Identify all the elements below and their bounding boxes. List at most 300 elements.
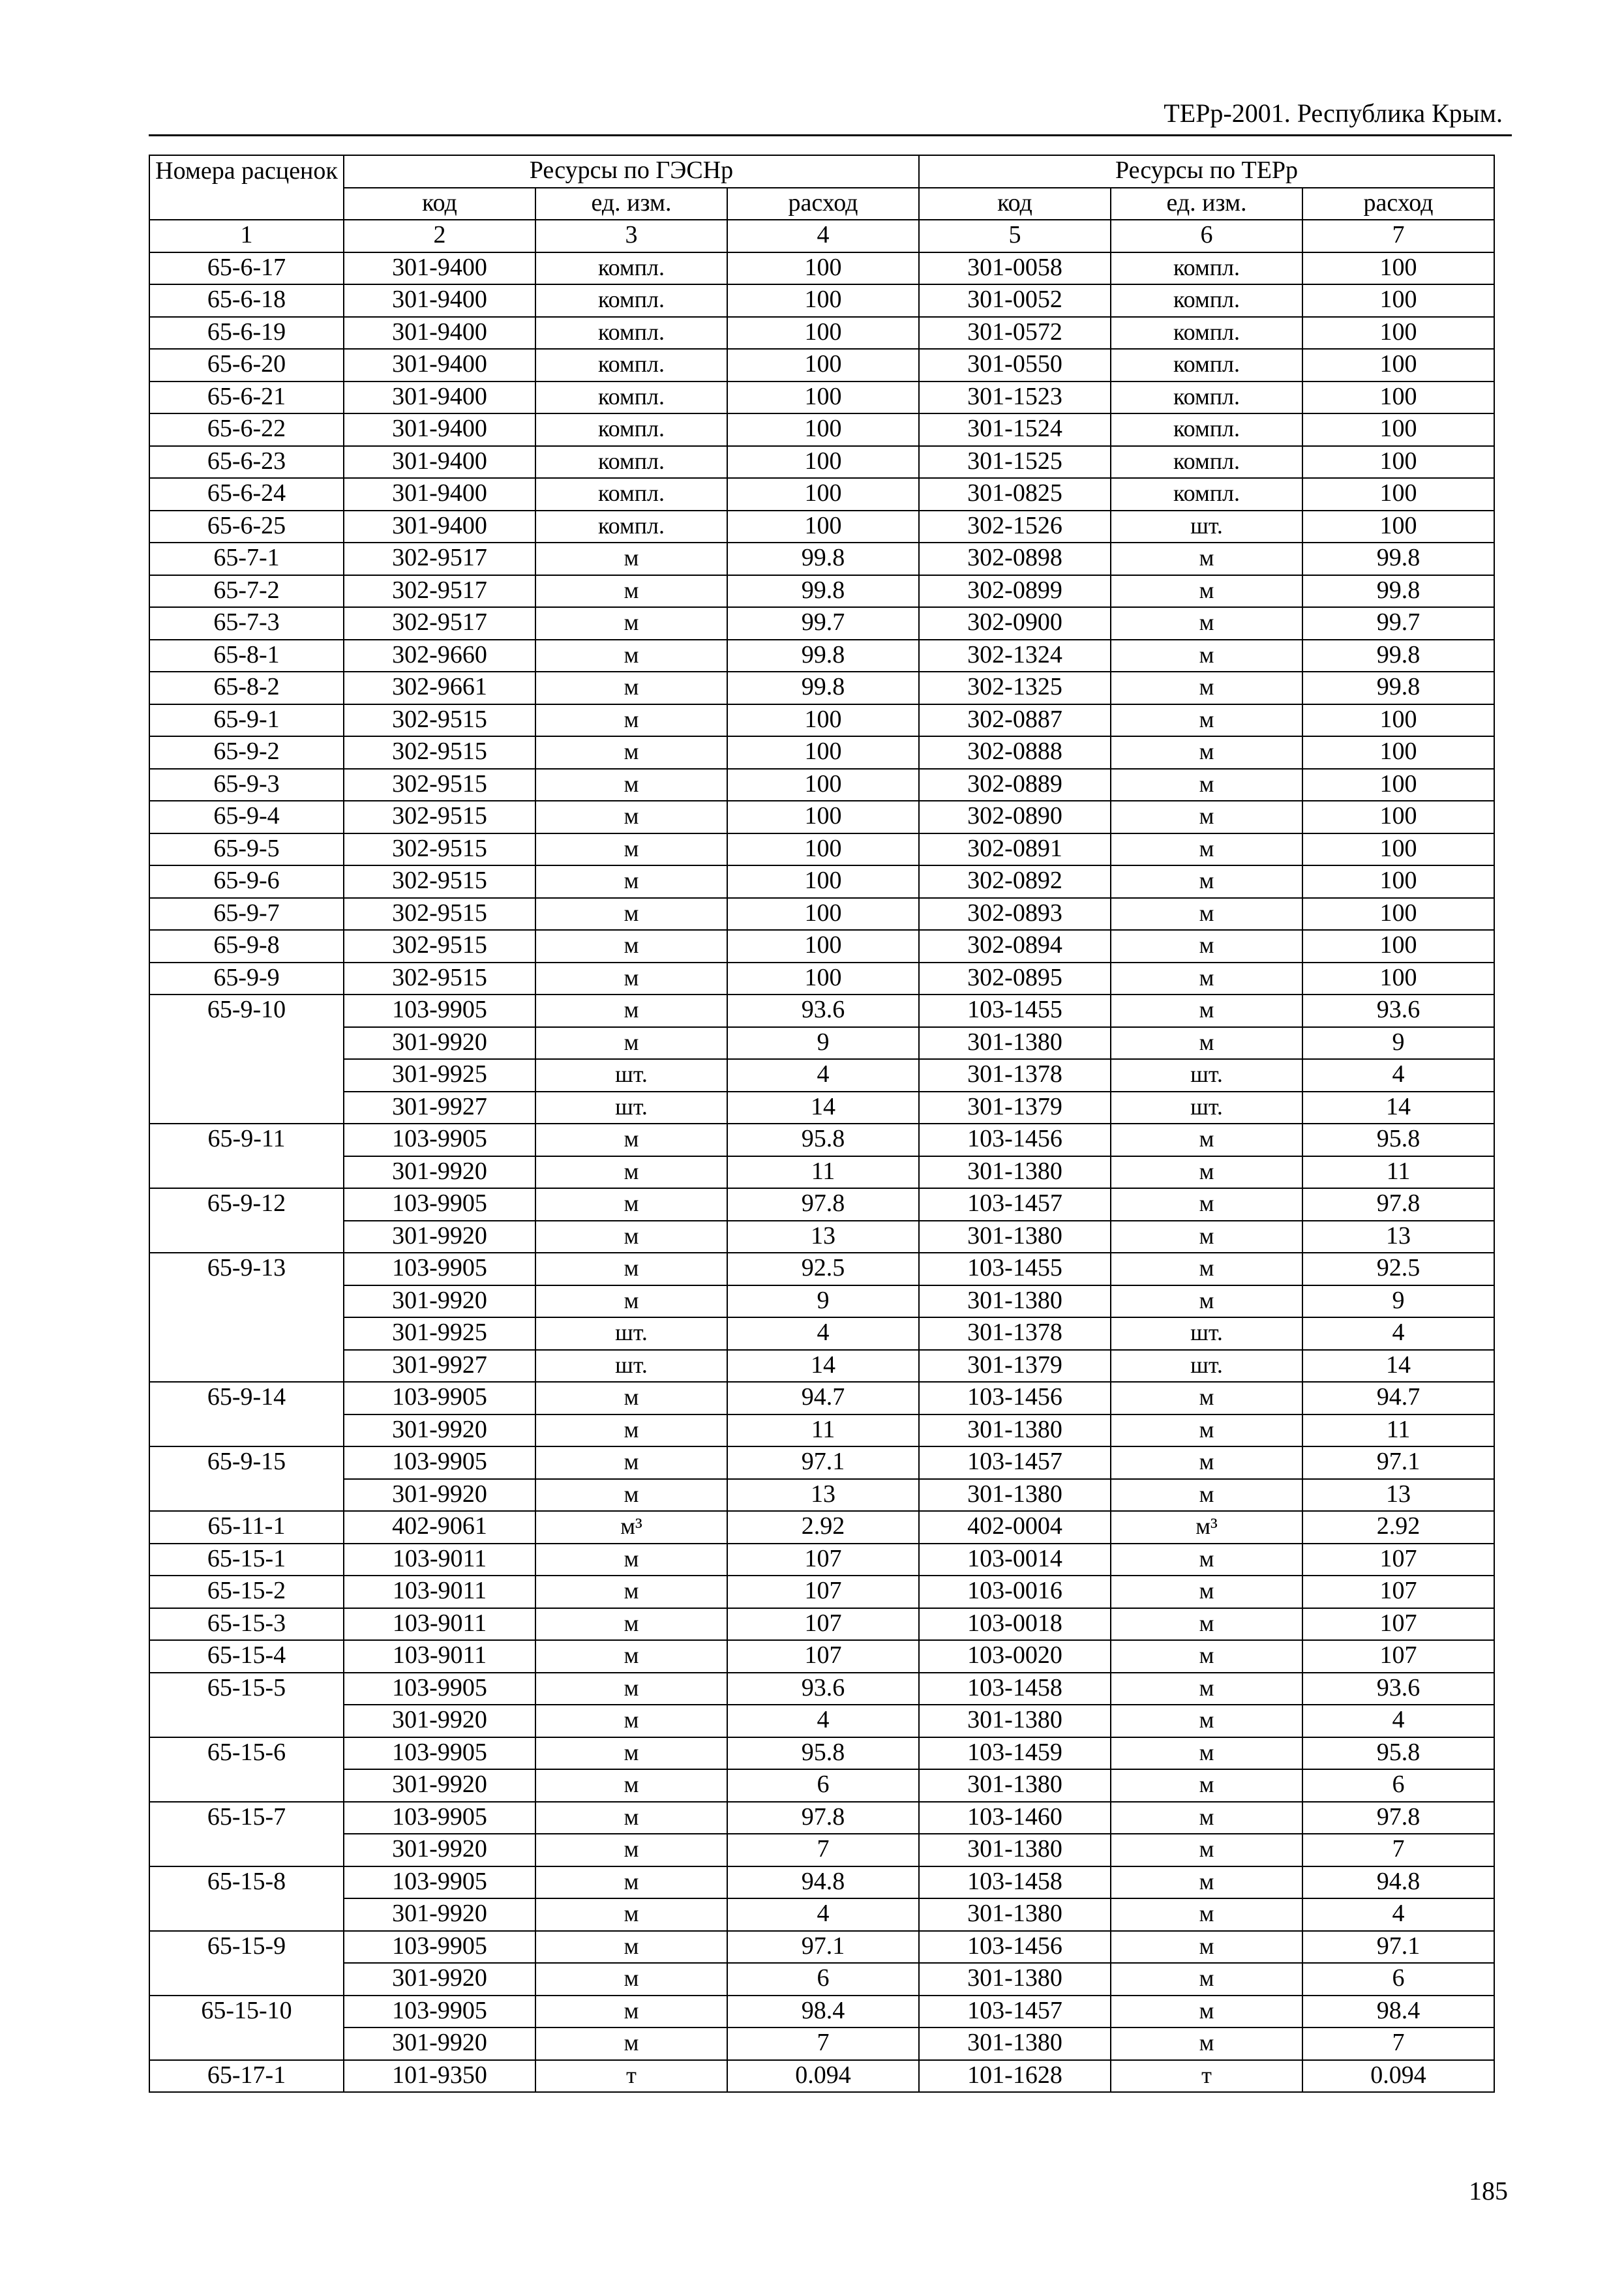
table-row	[149, 1511, 1494, 1544]
table-row	[149, 413, 1494, 446]
cell-ter-unit: компл.	[1111, 317, 1302, 350]
cell-gesn-qty: 100	[727, 736, 919, 769]
header-row-groups	[149, 155, 1494, 188]
cell-gesn-code: 302-9660	[344, 640, 535, 672]
cell-ter-code: 103-1459	[919, 1737, 1111, 1770]
table-row	[149, 898, 1494, 931]
column-number: 3	[535, 220, 727, 252]
cell-ter-code: 103-1458	[919, 1866, 1111, 1899]
cell-ter-qty: 0.094	[1302, 2060, 1494, 2093]
cell-gesn-qty: 0.094	[727, 2060, 919, 2093]
cell-ter-unit: м	[1111, 769, 1302, 801]
cell-ter-unit: м	[1111, 1673, 1302, 1705]
cell-gesn-code: 302-9517	[344, 575, 535, 608]
cell-ter-unit: м	[1111, 1382, 1302, 1414]
cell-gesn-unit: м	[535, 543, 727, 575]
cell-ter-code: 103-0020	[919, 1640, 1111, 1673]
cell-gesn-code: 103-9905	[344, 1866, 535, 1899]
cell-gesn-code: 301-9400	[344, 511, 535, 543]
cell-gesn-qty: 2.92	[727, 1511, 919, 1544]
cell-gesn-code: 103-9905	[344, 1124, 535, 1156]
cell-ter-qty: 13	[1302, 1479, 1494, 1512]
table-row	[149, 1188, 1494, 1221]
cell-gesn-qty: 92.5	[727, 1253, 919, 1285]
cell-ter-qty: 99.7	[1302, 607, 1494, 640]
cell-ter-qty: 4	[1302, 1705, 1494, 1737]
cell-ter-unit: т	[1111, 2060, 1302, 2093]
cell-gesn-code: 101-9350	[344, 2060, 535, 2093]
cell-ter-code: 301-1380	[919, 1769, 1111, 1802]
cell-rate-number: 65-6-19	[149, 317, 344, 350]
cell-gesn-qty: 100	[727, 478, 919, 511]
table-row	[149, 1769, 1494, 1802]
cell-gesn-code: 302-9515	[344, 963, 535, 995]
table-row	[149, 1156, 1494, 1189]
cell-ter-code: 301-1380	[919, 1705, 1111, 1737]
cell-ter-qty: 100	[1302, 413, 1494, 446]
cell-ter-qty: 14	[1302, 1092, 1494, 1124]
cell-ter-qty: 93.6	[1302, 1673, 1494, 1705]
cell-gesn-unit: м	[535, 1576, 727, 1608]
cell-gesn-qty: 99.8	[727, 672, 919, 704]
cell-gesn-code: 301-9920	[344, 1963, 535, 1996]
cell-gesn-qty: 99.8	[727, 575, 919, 608]
cell-rate-number: 65-9-7	[149, 898, 344, 931]
cell-ter-qty: 14	[1302, 1350, 1494, 1383]
cell-ter-code: 301-0052	[919, 284, 1111, 317]
cell-gesn-code: 301-9920	[344, 1834, 535, 1866]
cell-rate-number: 65-6-25	[149, 511, 344, 543]
cell-gesn-code: 301-9920	[344, 1156, 535, 1189]
cell-ter-code: 301-1380	[919, 1221, 1111, 1253]
cell-ter-code: 301-1380	[919, 1285, 1111, 1318]
cell-ter-unit: компл.	[1111, 349, 1302, 382]
cell-gesn-unit: м	[535, 963, 727, 995]
cell-gesn-qty: 95.8	[727, 1737, 919, 1770]
cell-ter-code: 402-0004	[919, 1511, 1111, 1544]
table-row	[149, 769, 1494, 801]
cell-ter-unit: м	[1111, 963, 1302, 995]
cell-ter-qty: 13	[1302, 1221, 1494, 1253]
cell-ter-unit: м	[1111, 736, 1302, 769]
cell-ter-unit: м	[1111, 995, 1302, 1027]
cell-ter-code: 103-1457	[919, 1446, 1111, 1479]
cell-gesn-code: 301-9920	[344, 1285, 535, 1318]
cell-rate-number: 65-15-4	[149, 1640, 344, 1673]
cell-gesn-unit: м	[535, 769, 727, 801]
table-row	[149, 1317, 1494, 1350]
table-row	[149, 1414, 1494, 1447]
cell-gesn-qty: 100	[727, 349, 919, 382]
cell-rate-number: 65-9-3	[149, 769, 344, 801]
cell-ter-code: 301-1378	[919, 1317, 1111, 1350]
cell-gesn-unit: м	[535, 1802, 727, 1834]
cell-ter-code: 302-0888	[919, 736, 1111, 769]
table-row	[149, 1866, 1494, 1899]
column-number: 2	[344, 220, 535, 252]
cell-ter-unit: м	[1111, 1221, 1302, 1253]
cell-rate-number: 65-9-9	[149, 963, 344, 995]
cell-ter-code: 302-1325	[919, 672, 1111, 704]
cell-ter-code: 302-0898	[919, 543, 1111, 575]
cell-rate-number: 65-7-2	[149, 575, 344, 608]
cell-gesn-code: 103-9905	[344, 995, 535, 1027]
cell-rate-number: 65-6-18	[149, 284, 344, 317]
cell-ter-unit: шт.	[1111, 1350, 1302, 1383]
cell-ter-qty: 97.1	[1302, 1931, 1494, 1964]
cell-ter-qty: 100	[1302, 736, 1494, 769]
cell-gesn-code: 301-9927	[344, 1092, 535, 1124]
cell-rate-number: 65-11-1	[149, 1511, 344, 1544]
table-row	[149, 1253, 1494, 1285]
cell-gesn-unit: компл.	[535, 413, 727, 446]
cell-ter-code: 302-0891	[919, 833, 1111, 866]
cell-ter-unit: м	[1111, 1963, 1302, 1996]
cell-gesn-unit: компл.	[535, 317, 727, 350]
cell-gesn-code: 103-9905	[344, 1188, 535, 1221]
cell-ter-unit: компл.	[1111, 478, 1302, 511]
header-row-subcolumns	[149, 188, 1494, 220]
cell-ter-qty: 97.8	[1302, 1802, 1494, 1834]
cell-gesn-code: 103-9905	[344, 1446, 535, 1479]
table-row	[149, 511, 1494, 543]
cell-ter-qty: 100	[1302, 930, 1494, 963]
column-header-gesn-qty: расход	[727, 188, 919, 220]
cell-gesn-unit: м	[535, 865, 727, 898]
table-row	[149, 252, 1494, 285]
cell-ter-code: 103-1455	[919, 995, 1111, 1027]
cell-gesn-qty: 107	[727, 1544, 919, 1576]
cell-rate-number: 65-15-7	[149, 1802, 344, 1866]
table-row	[149, 640, 1494, 672]
cell-rate-number: 65-15-10	[149, 1996, 344, 2060]
header-title: ТЕРр-2001. Республика Крым.	[1164, 98, 1503, 128]
cell-ter-code: 302-0887	[919, 704, 1111, 737]
cell-ter-code: 301-1378	[919, 1059, 1111, 1092]
cell-ter-unit: шт.	[1111, 1059, 1302, 1092]
cell-rate-number: 65-9-4	[149, 801, 344, 833]
cell-rate-number: 65-9-6	[149, 865, 344, 898]
cell-ter-qty: 97.8	[1302, 1188, 1494, 1221]
column-header-ter-qty: расход	[1302, 188, 1494, 220]
cell-gesn-code: 302-9517	[344, 543, 535, 575]
cell-gesn-unit: м	[535, 1027, 727, 1060]
table-row	[149, 543, 1494, 575]
cell-gesn-qty: 100	[727, 317, 919, 350]
cell-ter-code: 301-1379	[919, 1350, 1111, 1383]
cell-rate-number: 65-15-3	[149, 1608, 344, 1641]
table-row	[149, 1446, 1494, 1479]
cell-rate-number: 65-9-2	[149, 736, 344, 769]
column-header-ter-unit: ед. изм.	[1111, 188, 1302, 220]
cell-ter-qty: 99.8	[1302, 672, 1494, 704]
cell-ter-qty: 100	[1302, 704, 1494, 737]
table-row	[149, 930, 1494, 963]
cell-ter-qty: 107	[1302, 1640, 1494, 1673]
cell-rate-number: 65-15-9	[149, 1931, 344, 1996]
table-row	[149, 1640, 1494, 1673]
cell-gesn-qty: 100	[727, 963, 919, 995]
cell-ter-unit: м³	[1111, 1511, 1302, 1544]
cell-ter-unit: м	[1111, 1285, 1302, 1318]
column-number: 6	[1111, 220, 1302, 252]
cell-gesn-qty: 13	[727, 1221, 919, 1253]
cell-ter-unit: компл.	[1111, 413, 1302, 446]
cell-gesn-unit: м	[535, 833, 727, 866]
cell-gesn-unit: м	[535, 1737, 727, 1770]
cell-ter-unit: м	[1111, 865, 1302, 898]
cell-gesn-code: 103-9905	[344, 1802, 535, 1834]
cell-gesn-code: 103-9011	[344, 1544, 535, 1576]
cell-gesn-code: 103-9011	[344, 1576, 535, 1608]
cell-rate-number: 65-6-20	[149, 349, 344, 382]
cell-gesn-unit: м	[535, 1640, 727, 1673]
cell-ter-qty: 97.1	[1302, 1446, 1494, 1479]
cell-gesn-code: 103-9905	[344, 1382, 535, 1414]
cell-ter-qty: 99.8	[1302, 543, 1494, 575]
cell-gesn-unit: м	[535, 1898, 727, 1931]
cell-ter-unit: м	[1111, 640, 1302, 672]
cell-gesn-unit: м	[535, 1414, 727, 1447]
cell-ter-unit: м	[1111, 1544, 1302, 1576]
cell-gesn-code: 402-9061	[344, 1511, 535, 1544]
cell-ter-code: 301-1380	[919, 1963, 1111, 1996]
cell-ter-qty: 11	[1302, 1414, 1494, 1447]
cell-gesn-unit: м³	[535, 1511, 727, 1544]
cell-ter-qty: 99.8	[1302, 575, 1494, 608]
cell-rate-number: 65-9-14	[149, 1382, 344, 1446]
cell-ter-unit: м	[1111, 1188, 1302, 1221]
cell-gesn-qty: 99.8	[727, 543, 919, 575]
cell-ter-unit: м	[1111, 1414, 1302, 1447]
table-row	[149, 607, 1494, 640]
table-row	[149, 1285, 1494, 1318]
cell-gesn-unit: м	[535, 1156, 727, 1189]
cell-ter-code: 103-1457	[919, 1188, 1111, 1221]
cell-ter-qty: 107	[1302, 1576, 1494, 1608]
cell-gesn-unit: шт.	[535, 1092, 727, 1124]
cell-gesn-code: 301-9400	[344, 284, 535, 317]
cell-gesn-code: 302-9517	[344, 607, 535, 640]
cell-ter-unit: м	[1111, 1898, 1302, 1931]
cell-gesn-code: 301-9400	[344, 252, 535, 285]
cell-gesn-code: 301-9400	[344, 446, 535, 479]
cell-ter-qty: 100	[1302, 833, 1494, 866]
cell-gesn-code: 103-9905	[344, 1253, 535, 1285]
table-row	[149, 1092, 1494, 1124]
cell-ter-qty: 92.5	[1302, 1253, 1494, 1285]
cell-ter-qty: 6	[1302, 1963, 1494, 1996]
column-header-ter-code: код	[919, 188, 1111, 220]
cell-gesn-qty: 100	[727, 511, 919, 543]
cell-gesn-unit: м	[535, 1124, 727, 1156]
cell-ter-qty: 94.8	[1302, 1866, 1494, 1899]
cell-gesn-code: 301-9400	[344, 349, 535, 382]
table-row	[149, 575, 1494, 608]
table-row	[149, 1834, 1494, 1866]
cell-gesn-unit: м	[535, 801, 727, 833]
cell-gesn-unit: компл.	[535, 478, 727, 511]
cell-gesn-unit: м	[535, 1544, 727, 1576]
cell-ter-code: 301-1525	[919, 446, 1111, 479]
column-number: 1	[149, 220, 344, 252]
cell-gesn-unit: м	[535, 1221, 727, 1253]
table-row	[149, 1059, 1494, 1092]
cell-ter-code: 302-0895	[919, 963, 1111, 995]
cell-gesn-unit: м	[535, 1446, 727, 1479]
table-row	[149, 672, 1494, 704]
cell-ter-qty: 100	[1302, 284, 1494, 317]
cell-gesn-code: 103-9905	[344, 1931, 535, 1964]
cell-rate-number: 65-9-11	[149, 1124, 344, 1188]
cell-ter-unit: м	[1111, 898, 1302, 931]
cell-gesn-qty: 4	[727, 1705, 919, 1737]
cell-ter-code: 103-1456	[919, 1382, 1111, 1414]
cell-gesn-qty: 100	[727, 801, 919, 833]
cell-gesn-unit: м	[535, 1866, 727, 1899]
table-row	[149, 446, 1494, 479]
table-row	[149, 1963, 1494, 1996]
cell-gesn-unit: м	[535, 1253, 727, 1285]
cell-ter-code: 301-1380	[919, 1027, 1111, 1060]
cell-ter-code: 103-0016	[919, 1576, 1111, 1608]
cell-ter-unit: м	[1111, 672, 1302, 704]
cell-gesn-unit: м	[535, 1382, 727, 1414]
cell-gesn-unit: м	[535, 704, 727, 737]
cell-gesn-unit: м	[535, 1996, 727, 2028]
table-row	[149, 1898, 1494, 1931]
column-number: 7	[1302, 220, 1494, 252]
cell-gesn-qty: 94.7	[727, 1382, 919, 1414]
cell-rate-number: 65-9-1	[149, 704, 344, 737]
cell-ter-unit: шт.	[1111, 1092, 1302, 1124]
table-row	[149, 995, 1494, 1027]
cell-rate-number: 65-6-17	[149, 252, 344, 285]
cell-ter-code: 301-1524	[919, 413, 1111, 446]
table-body	[149, 252, 1494, 2093]
cell-gesn-qty: 100	[727, 898, 919, 931]
resources-table	[149, 155, 1495, 2093]
cell-ter-code: 302-0893	[919, 898, 1111, 931]
cell-ter-unit: м	[1111, 1705, 1302, 1737]
cell-gesn-code: 302-9515	[344, 865, 535, 898]
cell-ter-code: 302-1324	[919, 640, 1111, 672]
cell-ter-code: 103-1456	[919, 1931, 1111, 1964]
cell-gesn-code: 302-9515	[344, 930, 535, 963]
cell-gesn-unit: м	[535, 1834, 727, 1866]
column-header-gesn-unit: ед. изм.	[535, 188, 727, 220]
table-row	[149, 1124, 1494, 1156]
cell-gesn-qty: 94.8	[727, 1866, 919, 1899]
cell-ter-unit: м	[1111, 1931, 1302, 1964]
cell-gesn-qty: 97.8	[727, 1188, 919, 1221]
cell-gesn-qty: 14	[727, 1350, 919, 1383]
cell-ter-unit: м	[1111, 1769, 1302, 1802]
cell-ter-code: 301-1380	[919, 1834, 1111, 1866]
cell-ter-code: 301-1523	[919, 382, 1111, 414]
cell-gesn-qty: 100	[727, 413, 919, 446]
cell-rate-number: 65-7-3	[149, 607, 344, 640]
page-header	[149, 91, 1512, 136]
table-row	[149, 736, 1494, 769]
cell-gesn-unit: компл.	[535, 446, 727, 479]
cell-ter-qty: 100	[1302, 252, 1494, 285]
cell-rate-number: 65-8-1	[149, 640, 344, 672]
table-row	[149, 1705, 1494, 1737]
table-row	[149, 865, 1494, 898]
cell-gesn-qty: 9	[727, 1285, 919, 1318]
cell-gesn-code: 301-9920	[344, 1027, 535, 1060]
cell-gesn-unit: м	[535, 607, 727, 640]
cell-ter-code: 103-1456	[919, 1124, 1111, 1156]
cell-ter-qty: 99.8	[1302, 640, 1494, 672]
cell-gesn-qty: 107	[727, 1576, 919, 1608]
cell-ter-unit: м	[1111, 1027, 1302, 1060]
cell-ter-unit: м	[1111, 1640, 1302, 1673]
cell-gesn-unit: м	[535, 1963, 727, 1996]
cell-ter-code: 301-0058	[919, 252, 1111, 285]
cell-gesn-code: 301-9400	[344, 317, 535, 350]
cell-gesn-unit: компл.	[535, 284, 727, 317]
cell-ter-unit: шт.	[1111, 511, 1302, 543]
cell-ter-unit: м	[1111, 1996, 1302, 2028]
cell-ter-unit: м	[1111, 801, 1302, 833]
cell-gesn-unit: м	[535, 1705, 727, 1737]
cell-gesn-unit: м	[535, 995, 727, 1027]
cell-ter-code: 301-1380	[919, 1898, 1111, 1931]
cell-rate-number: 65-9-5	[149, 833, 344, 866]
cell-gesn-code: 301-9920	[344, 1479, 535, 1512]
cell-ter-qty: 9	[1302, 1285, 1494, 1318]
cell-gesn-unit: м	[535, 575, 727, 608]
cell-ter-code: 301-1380	[919, 1156, 1111, 1189]
cell-gesn-unit: м	[535, 640, 727, 672]
cell-gesn-qty: 6	[727, 1769, 919, 1802]
cell-gesn-code: 302-9515	[344, 736, 535, 769]
cell-ter-qty: 100	[1302, 317, 1494, 350]
table-row	[149, 704, 1494, 737]
cell-ter-code: 302-0900	[919, 607, 1111, 640]
cell-ter-qty: 100	[1302, 478, 1494, 511]
cell-ter-qty: 93.6	[1302, 995, 1494, 1027]
cell-rate-number: 65-15-5	[149, 1673, 344, 1737]
cell-ter-qty: 98.4	[1302, 1996, 1494, 2028]
cell-gesn-code: 302-9661	[344, 672, 535, 704]
cell-gesn-unit: м	[535, 1608, 727, 1641]
cell-ter-code: 301-1380	[919, 1479, 1111, 1512]
cell-ter-unit: м	[1111, 1124, 1302, 1156]
cell-ter-code: 103-1458	[919, 1673, 1111, 1705]
cell-gesn-unit: компл.	[535, 511, 727, 543]
table-row	[149, 1996, 1494, 2028]
cell-gesn-unit: м	[535, 1188, 727, 1221]
cell-ter-qty: 100	[1302, 801, 1494, 833]
cell-ter-code: 103-1460	[919, 1802, 1111, 1834]
column-group-gesn: Ресурсы по ГЭСНр	[344, 155, 919, 188]
cell-ter-unit: м	[1111, 1253, 1302, 1285]
cell-gesn-qty: 4	[727, 1898, 919, 1931]
table-row	[149, 2060, 1494, 2093]
cell-ter-unit: м	[1111, 704, 1302, 737]
cell-ter-code: 301-1379	[919, 1092, 1111, 1124]
cell-gesn-qty: 99.7	[727, 607, 919, 640]
cell-gesn-unit: т	[535, 2060, 727, 2093]
table-row	[149, 1576, 1494, 1608]
cell-gesn-qty: 99.8	[727, 640, 919, 672]
table-row	[149, 284, 1494, 317]
cell-ter-code: 103-1457	[919, 1996, 1111, 2028]
cell-gesn-qty: 93.6	[727, 1673, 919, 1705]
